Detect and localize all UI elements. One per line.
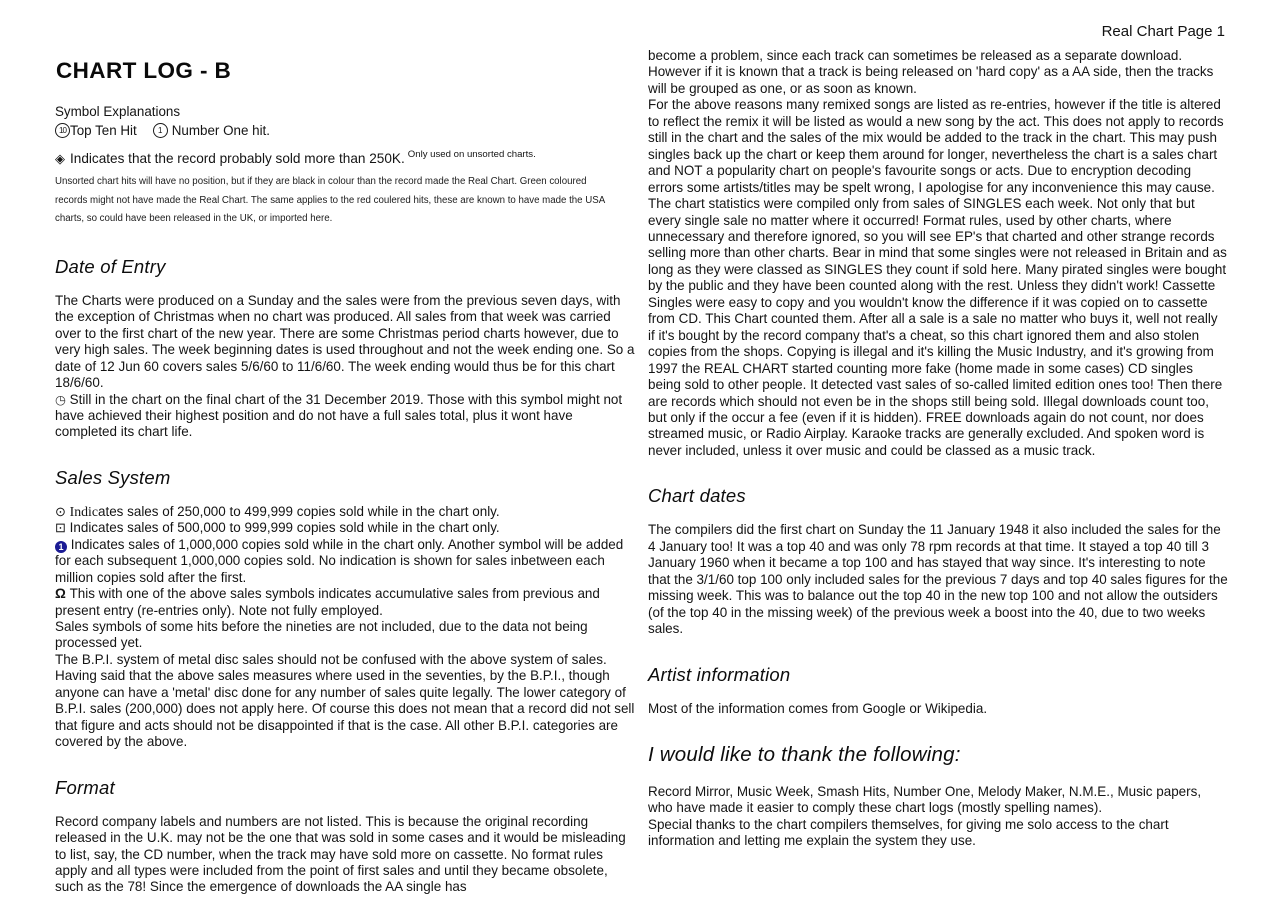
sales-symbols-note: Sales symbols of some hits before the nineties are not included, due to the data not being processed yet. xyxy=(55,619,588,651)
diamond-note: Only used on unsorted charts. xyxy=(407,149,536,160)
number-one-circle-icon: 1 xyxy=(153,123,168,138)
format-paragraph: Record company labels and numbers are not listed. This is because the original recording released in the U.K. may not be the one that was sold in some cases and it would be misleading to list, say, the CD number, when the track may have sold more on cassette. No format rules apply and all types were included from the point of first sales and until they became obsolete, such as the 78! Since the emergence of downloads the AA single has xyxy=(55,813,626,895)
sales-item-500k xyxy=(55,520,636,536)
still-in-chart-paragraph xyxy=(55,392,636,441)
bpi-paragraph: The B.P.I. system of metal disc sales should not be confused with the above system of sales. Having said that the above sales measures where used in the seventies, by the B.P.I., though anyone can have a 'metal' disc done for any number of sales quite legally. The lower category of B.P.I. sales (200,000) does not apply here. Of course this does not mean that a record did not sell that figure and acts should not be disappointed if that is the case. All other B.P.I. categories are covered by the above. xyxy=(55,651,635,750)
heading-thanks: I would like to thank the following: xyxy=(648,742,961,766)
symbol-key-line xyxy=(55,123,636,138)
diamond-icon: ◈ xyxy=(55,151,65,166)
page-number-header: Real Chart Page 1 xyxy=(1101,23,1225,40)
clock-icon: ◷ xyxy=(55,392,66,407)
artist-information-paragraph: Most of the information comes from Google or Wikipedia. xyxy=(648,700,988,716)
omega-icon: Ω xyxy=(55,586,66,602)
diamond-symbol-line xyxy=(55,149,636,167)
top-ten-label: Top Ten Hit xyxy=(70,123,137,138)
circled-dot-icon: ⊙ xyxy=(55,503,66,519)
serif-fragment: Indic xyxy=(69,503,98,519)
sales-item-250k-text: ates sales of 250,000 to 499,999 copies sold while in the chart only. xyxy=(98,503,500,519)
sales-item-500k-text: Indicates sales of 500,000 to 999,999 copies sold while in the chart only. xyxy=(69,520,500,536)
heading-date-of-entry: Date of Entry xyxy=(55,255,166,277)
right-column xyxy=(648,48,1228,850)
heading-artist-information: Artist information xyxy=(648,663,791,685)
top-ten-circle-icon: 10 xyxy=(55,123,70,138)
sales-item-accumulative-text: This with one of the above sales symbols indicates accumulative sales from previous and present entry (re-entries only). Note not fully employed. xyxy=(55,586,600,618)
blue-circled-one-icon: 1 xyxy=(55,541,67,553)
heading-chart-dates: Chart dates xyxy=(648,485,746,507)
sales-item-million-text: Indicates sales of 1,000,000 copies sold while in the chart only. Another symbol will be added for each subsequent 1,000,000 copies sold. No indication is shown for sales inbetween each million copies sold after the first. xyxy=(55,536,624,585)
squared-dot-icon: ⊡ xyxy=(55,520,66,536)
aa-side-paragraph: become a problem, since each track can sometimes be released as a separate download. However if it is known that a track is being released on 'hard copy' as a AA side, then the tracks will be grouped as one, or as soon as known. xyxy=(648,48,1214,96)
symbol-explanations-label: Symbol Explanations xyxy=(55,104,181,119)
sales-item-million xyxy=(55,537,636,586)
thanks-paragraph-2: Special thanks to the chart compilers themselves, for giving me solo access to the chart information and letting me explain the system they use. xyxy=(648,816,1169,849)
unsorted-chart-note: Unsorted chart hits will have no position, but if they are black in colour than the record made the Real Chart. Green coloured records might not have made the Real Chart. The same applies to the red coulered hits, these are known to have made the USA charts, so could have been released in the UK, or imported here. xyxy=(55,176,605,225)
diamond-text: Indicates that the record probably sold more than 250K. xyxy=(70,151,405,166)
sales-item-accumulative xyxy=(55,586,636,619)
chart-dates-paragraph: The compilers did the first chart on Sunday the 11 January 1948 it also included the sales for the 4 January too! It was a top 40 and was only 78 rpm records at that time. It stayed a top 40 till 3 January 1960 when it became a top 100 and has stayed that way since. It's interesting to note that the 3/1/60 top 100 only included sales for the previous 7 days and top 40 sales figures for the missing week. This was to balance out the top 40 in the new top 100 and not allow the outsiders (of the top 40 in the missing week) of the previous week a boost into the 40, due to two weeks sales. xyxy=(648,522,1228,637)
still-in-chart-text: Still in the chart on the final chart of the 31 December 2019. Those with this symbol might not have achieved their highest position and do not have a full sales total, plus it wont have completed its chart life. xyxy=(55,391,623,440)
remix-paragraph: For the above reasons many remixed songs are listed as re-entries, however if the title is altered to reflect the remix it will be listed as would a new song by the act. This does not apply to records still in the chart and the sales of the mix would be added to the track in the chart. This may push singles back up the chart or keep them around for longer, nevertheless the chart is a sales chart and NOT a popularity chart on people's favourite songs or acts. Due to encryption decoding errors some artists/titles may be spelt wrong, I apologise for any inconvenience this may cause. xyxy=(648,97,1224,195)
page-title: CHART LOG - B xyxy=(56,58,232,83)
sales-item-250k xyxy=(55,504,636,520)
heading-format: Format xyxy=(55,776,115,798)
chart-statistics-paragraph: The chart statistics were compiled only from sales of SINGLES each week. Not only that but every single sale no matter where it occurred! Format rules, used by other charts, where unnecessary and therefore ignored, so you will see EP's that charted and other strange records selling more than other charts. Bear in mind that some singles were not released in Britain and as long as they were classed as SINGLES they count if sold here. Many pirated singles were bought by the public and they have been counted along with the rest. Unless they didn't work! Cassette Singles were easy to copy and you wouldn't know the difference if it was copied on to cassette from CD. This Chart counted them. After all a sale is a sale no matter who buys it, well not really if it's bought by the record company that's a cheat, so this chart ignored them and also stolen copies from the shops. Copying is illegal and it's killing the Music Industry, and it's growing from 1997 the REAL CHART started counting more fake (home made in some cases) CD singles being sold to other people. It detected vast sales of so-called limited edition ones too! Then there are records which should not even be in the shops still being sold. Illegal downloads count too, but only if the occur a fee (even if it is hidden). FREE downloads again do not count, nor does streamed music, or Radio Airplay. Karaoke tracks are generally excluded. And spoken word is never included, unless it over music and could be classed as a music track. xyxy=(648,196,1227,458)
number-one-label: Number One hit. xyxy=(171,123,270,138)
left-column xyxy=(55,50,636,896)
thanks-paragraph-1: Record Mirror, Music Week, Smash Hits, Number One, Melody Maker, N.M.E., Music papers, who have made it easier to comply these chart logs (mostly spelling names). xyxy=(648,783,1202,816)
heading-sales-system: Sales System xyxy=(55,466,171,488)
date-of-entry-paragraph: The Charts were produced on a Sunday and the sales were from the previous seven days, with the exception of Christmas when no chart was produced. All sales from that week was carried over to the first chart of the new year. There are some Christmas period charts however, due to very high sales. The week beginning dates is used throughout and not the week ending one. So a date of 12 Jun 60 covers sales 5/6/60 to 11/6/60. The week ending would thus be for this chart 18/6/60. xyxy=(55,292,635,391)
